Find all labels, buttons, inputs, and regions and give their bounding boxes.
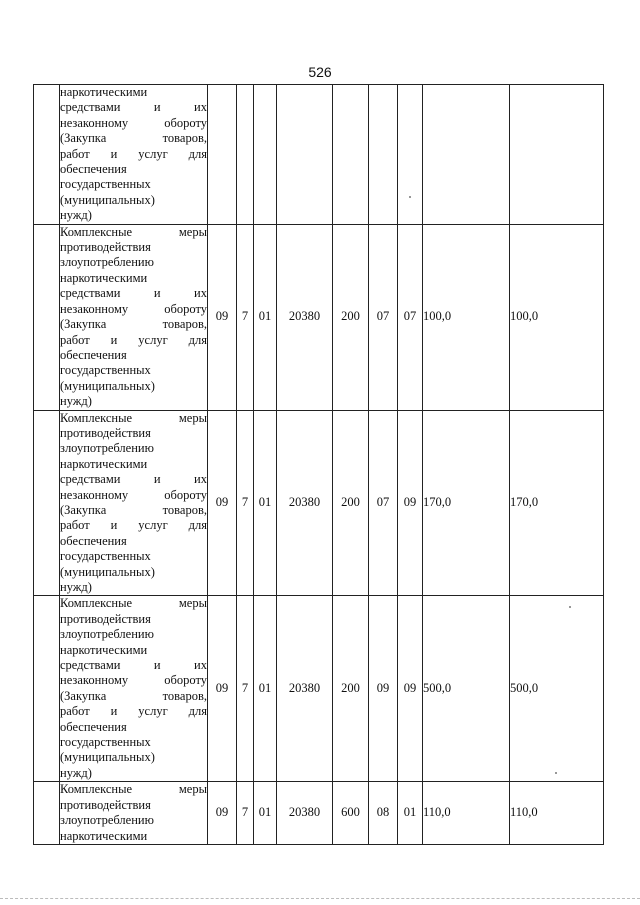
code-cell-c6: 07 [369,224,398,410]
row-index-cell [34,410,60,596]
code-cell-c5: 200 [333,596,369,782]
table-row [34,224,604,410]
description-line: нужд) [60,765,92,780]
description-line: наркотическими [60,85,148,99]
code-cell-c2: 7 [237,410,254,596]
table-row [34,782,604,845]
scan-speck [555,772,557,774]
description-line: (муниципальных) [60,564,155,579]
bottom-scan-rule [0,898,640,899]
description-line: государственных [60,363,151,378]
description-cell [60,224,208,410]
description-line: злоупотреблению [60,627,154,642]
description-line: обеспечения [60,162,127,177]
description-line: (Закупка товаров, [60,317,207,332]
description-line: незаконному обороту [60,673,207,688]
description-line: Комплексные меры [60,596,207,611]
scan-speck [569,606,571,608]
description-line: Комплексные меры [60,410,207,425]
description-line: обеспечения [60,719,127,734]
description-line: Комплексные меры [60,782,207,797]
description-line: (Закупка товаров, [60,131,207,146]
description-line: (Закупка товаров, [60,502,207,517]
description-line: (муниципальных) [60,750,155,765]
description-line: работ и услуг для [60,704,207,719]
code-cell-c2: 7 [237,782,254,845]
description-line: средствами и их [60,286,207,301]
amount1-cell: 500,0 [423,596,510,782]
table-row [34,596,604,782]
description-line: средствами и их [60,100,207,115]
row-index-cell [34,596,60,782]
budget-table [33,84,604,845]
description-line: противодействия [60,611,151,626]
description-line: (Закупка товаров, [60,688,207,703]
code-cell-c1 [208,85,237,225]
code-cell-c2 [237,85,254,225]
code-cell-c3: 01 [254,410,277,596]
code-cell-c4: 20380 [277,410,333,596]
description-line: незаконному обороту [60,487,207,502]
amount2-cell: 110,0 [510,782,604,845]
description-line: обеспечения [60,533,127,548]
description-line: нужд) [60,394,92,409]
description-line: злоупотреблению [60,441,154,456]
description-line: наркотическими [60,456,148,471]
amount1-cell: 110,0 [423,782,510,845]
code-cell-c7: 09 [398,410,423,596]
code-cell-c5 [333,85,369,225]
description-line: злоупотреблению [60,813,154,828]
amount2-cell: 500,0 [510,596,604,782]
description-line: работ и услуг для [60,518,207,533]
description-line: злоупотреблению [60,255,154,270]
code-cell-c4: 20380 [277,596,333,782]
amount1-cell [423,85,510,225]
description-line: работ и услуг для [60,146,207,161]
row-index-cell [34,782,60,845]
code-cell-c1: 09 [208,410,237,596]
page-number: 526 [308,64,332,80]
code-cell-c4: 20380 [277,782,333,845]
table-row [34,410,604,596]
code-cell-c6: 07 [369,410,398,596]
amount2-cell: 100,0 [510,224,604,410]
code-cell-c5: 200 [333,410,369,596]
description-line: наркотическими [60,270,148,285]
code-cell-c6: 08 [369,782,398,845]
description-cell [60,410,208,596]
code-cell-c6: 09 [369,596,398,782]
code-cell-c6 [369,85,398,225]
description-line: противодействия [60,797,151,812]
description-line: (муниципальных) [60,192,155,207]
code-cell-c7 [398,85,423,225]
description-line: государственных [60,549,151,564]
table-body [34,85,604,845]
code-cell-c3: 01 [254,596,277,782]
description-line: наркотическими [60,642,148,657]
description-line: незаконному обороту [60,115,207,130]
code-cell-c7: 01 [398,782,423,845]
table-row [34,85,604,225]
description-line: государственных [60,177,151,192]
code-cell-c5: 600 [333,782,369,845]
amount2-cell: 170,0 [510,410,604,596]
description-line: незаконному обороту [60,301,207,316]
description-cell [60,596,208,782]
description-line: наркотическими [60,828,148,843]
code-cell-c5: 200 [333,224,369,410]
code-cell-c3: 01 [254,782,277,845]
code-cell-c1: 09 [208,596,237,782]
description-line: противодействия [60,425,151,440]
description-cell [60,782,208,845]
description-line: Комплексные меры [60,224,207,239]
description-cell [60,85,208,225]
row-index-cell [34,224,60,410]
row-index-cell [34,85,60,225]
description-line: работ и услуг для [60,332,207,347]
amount1-cell: 170,0 [423,410,510,596]
description-line: государственных [60,735,151,750]
description-line: нужд) [60,580,92,594]
description-line: нужд) [60,208,92,223]
amount2-cell [510,85,604,225]
description-line: (муниципальных) [60,378,155,393]
code-cell-c7: 07 [398,224,423,410]
scan-speck [409,196,411,198]
description-line: средствами и их [60,658,207,673]
description-line: противодействия [60,240,151,255]
code-cell-c2: 7 [237,224,254,410]
code-cell-c2: 7 [237,596,254,782]
code-cell-c7: 09 [398,596,423,782]
code-cell-c4 [277,85,333,225]
amount1-cell: 100,0 [423,224,510,410]
code-cell-c3 [254,85,277,225]
code-cell-c1: 09 [208,224,237,410]
code-cell-c1: 09 [208,782,237,845]
code-cell-c3: 01 [254,224,277,410]
description-line: обеспечения [60,347,127,362]
code-cell-c4: 20380 [277,224,333,410]
description-line: средствами и их [60,472,207,487]
